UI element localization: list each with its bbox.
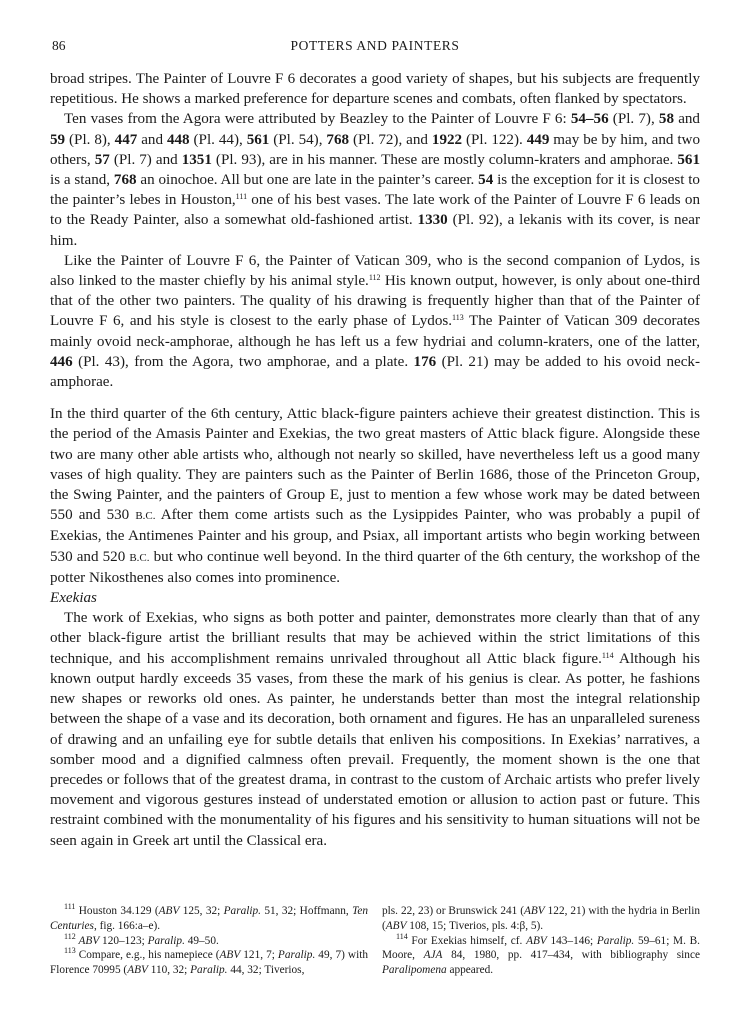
page-number: 86 <box>52 38 66 53</box>
footnote-column-right <box>382 904 700 978</box>
paragraph: Like the Painter of Louvre F 6, the Painter of Vatican 309, who is the second companion of Lydos, is also linked to the master chiefly by his animal style.$^{112}$ His known output, however, is only about one-third that of the other two painters. The quality of his drawing is frequently higher than that of the Painter of Louvre F 6, and his style is closest to the early phase of Lydos.$^{113}$ The Painter of Vatican 309 decorates mainly ovoid neck-amphorae, although he has left us a few hydriai and column-kraters, one of the latter, 446 (Pl. 43), from the Agora, two amphorae, and a plate. 176 (Pl. 21) may be added to his ovoid neck-amphorae. <box>50 252 701 391</box>
paragraph: Ten vases from the Agora were attributed by Beazley to the Painter of Louvre F 6: 54–56 (Pl. 7), 58 and 59 (Pl. 8), 447 and 448 (Pl. 44), 561 (Pl. 54), 768 (Pl. 72), and 1922 (Pl. 122). 449 may be by him, and two others, 57 (Pl. 7) and 1351 (Pl. 93), are in his manner. These are mostly column-kraters and amphorae. 561 is a stand, 768 an oinochoe. All but one are late in the painter’s career. 54 is the exception for it is closest to the painter’s lebes in Houston,$^{111}$ one of his best vases. The late work of the Painter of Louvre F 6 leads on to the Ready Painter, also a somewhat old-fashioned artist. 1330 (Pl. 92), a lekanis with its cover, is near him. <box>50 111 701 249</box>
body-text <box>50 69 700 851</box>
footnote-column-left <box>50 904 368 978</box>
footnotes <box>50 904 700 978</box>
paragraph: The work of Exekias, who signs as both potter and painter, demonstrates more clearly than that of any other black-figure artist the brilliant results that may be achieved within the strict limitations of this technique, and his accomplishment remains unrivaled throughout all Attic black figure.$^{114}$ Although his known output hardly exceeds 35 vases, from these the mark of his genius is clear. As potter, he fashions new shapes or reworks old ones. As painter, he understands better than most the integral relationship between the shape of a vase and its decoration, both ornament and figures. He has an unparalleled sureness of drawing and an unfailing eye for subtle details that enliven his compositions. In Exekias’ narratives, a somber mood and a dignified calmness often prevail. Frequently, the moment shown is the one that precedes or follows that of the greatest drama, in contrast to the custom of Archaic artists who prefer lively movement and vigorous gestures instead of understated emotion or allusion to action past or future. This restraint combined with the monumentality of his figures and his sensitivity to human situations will not be seen again in Greek art until the Classical era. <box>50 610 700 849</box>
footnote-continuation: pls. 22, 23) or Brunswick 241 (ABV 122, 21) with the hydria in Berlin (ABV 108, 15; Tiverios, pls. 4:β, 5). <box>382 905 700 932</box>
section-heading: Exekias <box>50 590 97 607</box>
footnote: $^{113}$ Compare, e.g., his namepiece (ABV 121, 7; Paralip. 49, 7) with Florence 70995 (ABV 110, 32; Paralip. 44, 32; Tiverios, <box>50 946 369 977</box>
section-break <box>50 392 700 404</box>
paragraph: broad stripes. The Painter of Louvre F 6 decorates a good variety of shapes, but his subjects are frequently repetitious. He shows a marked preference for departure scenes and combats, often flanked by spectators. <box>50 71 700 108</box>
footnote: $^{112}$ ABV 120–123; Paralip. 49–50. <box>64 931 219 947</box>
footnote: $^{114}$ For Exekias himself, cf. ABV 143–146; Paralip. 59–61; M. B. Moore, AJA 84, 1980, pp. 417–434, with bibliography since Paralipomena appeared. <box>382 931 700 977</box>
footnote: $^{111}$ Houston 34.129 (ABV 125, 32; Paralip. 51, 32; Hoffmann, Ten Centuries, fig. 166:a–e). <box>50 902 368 932</box>
page-header <box>50 36 700 58</box>
paragraph: In the third quarter of the 6th century, Attic black-figure painters achieve their greatest distinction. This is the period of the Amasis Painter and Exekias, the two great masters of Attic black figure. Alongside these two are many other able artists who, although not nearly so skilled, have nevertheless left us a good many vases of high quality. They are painters such as the Painter of Berlin 1686, those of the Princeton Group, the Swing Painter, and the painters of Group E, just to mention a few whose work may be dated between 550 and 530 B.C. After them come artists such as the Lysippides Painter, who was probably a pupil of Exekias, the Antimenes Painter and his group, and Psiax, all important artists who begin working between 530 and 520 B.C. but who continue well beyond. In the third quarter of the 6th century, the workshop of the potter Nikosthenes also comes into prominence. <box>50 406 700 586</box>
book-page <box>50 36 701 977</box>
running-head: POTTERS AND PAINTERS <box>290 38 460 53</box>
